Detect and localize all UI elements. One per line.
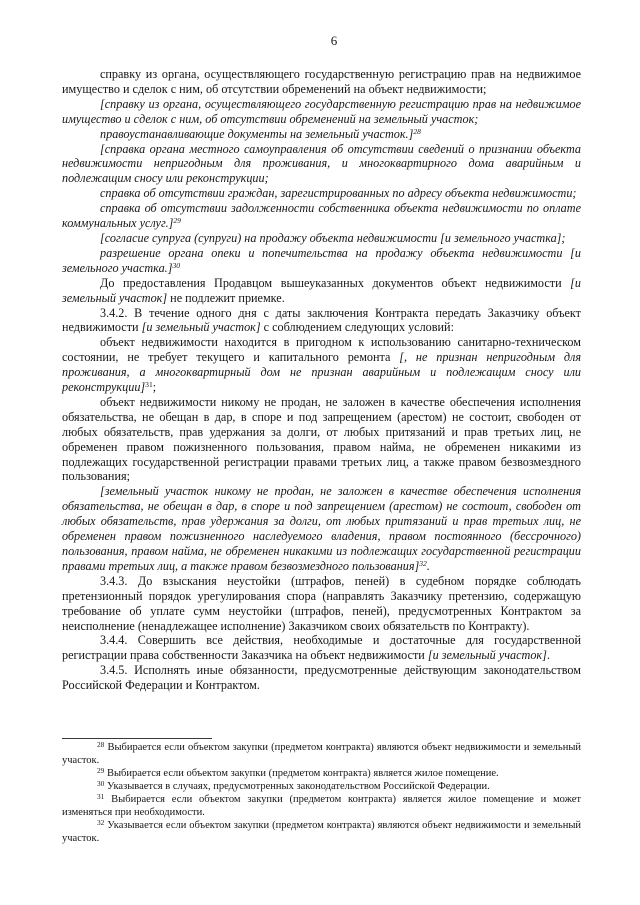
- paragraph-text: До предоставления Продавцом вышеуказанных документов объект недвижимости: [100, 275, 571, 290]
- paragraph-text: объект недвижимости находится в пригодном к использованию санитарно-техническом состоянии, не требует текущего и капитального ремонта: [62, 335, 581, 365]
- paragraph-text: 3.4.4. Совершить все действия, необходимые и достаточные для государственной регистрации права собственности Заказчика на объект недвижимости: [62, 633, 581, 663]
- footnote-number: 29: [97, 765, 105, 775]
- footnote-ref: 29: [173, 216, 181, 226]
- optional-item-utility-debt-certificate: [62, 201, 581, 231]
- footnote-ref: 30: [172, 261, 180, 270]
- footnote-30: [62, 780, 581, 793]
- footnote-separator: [62, 738, 212, 739]
- paragraph-text: ;: [152, 380, 157, 395]
- optional-text: справка об отсутствии граждан, зарегистрированных по адресу объекта недвижимости;: [100, 186, 577, 201]
- page-number: 6: [330, 33, 338, 48]
- condition-property-unencumbered: [62, 395, 581, 484]
- condition-sanitary-state: [62, 335, 581, 395]
- paragraph-text: .: [546, 648, 550, 663]
- footnote-number: 32: [97, 817, 105, 827]
- optional-item-local-authority-certificate: [62, 142, 581, 187]
- document-body: [62, 67, 581, 693]
- footnote-32: [62, 819, 581, 845]
- footnote-number: 31: [97, 791, 105, 801]
- optional-text: [, не признан непригодным для проживания, а многоквартирный дом не признан аварийным и подлежащим сносу или реконструкции]: [62, 350, 582, 395]
- paragraph-text: не подлежит приемке.: [167, 290, 285, 305]
- footnote-29: [62, 767, 581, 780]
- condition-land-unencumbered: [62, 484, 581, 573]
- paragraph-text: объект недвижимости никому не продан, не заложен в качестве обеспечения исполнения обязательства, не обещан в дар, в споре и под запрещением (арестом) не состоит, свободен от любых обязательств, прав удержания за долги, от любых притязаний и прав третьих лиц, не обременен правом пожизненного пользования, правом найма, не обременен никакими из подлежащих государственной регистрации правами третьих лиц, а также правом безвозмездного пользования;: [62, 394, 581, 484]
- paragraph-text: справку из органа, осуществляющего государственную регистрацию прав на недвижимое имущество и сделок с ним, об отсутствии обременений на объект недвижимости;: [62, 67, 581, 96]
- footnote-number: 28: [97, 739, 105, 749]
- footnote-text: Выбирается если объектом закупки (предметом контракта) является жилое помещение.: [106, 768, 499, 779]
- footnotes: [62, 741, 581, 845]
- clause-3-4-4: [62, 633, 581, 663]
- footnote-text: Указывается в случаях, предусмотренных законодательством Российской Федерации.: [106, 781, 490, 792]
- optional-item-guardianship-permission: [62, 246, 581, 276]
- footnote-31: [62, 793, 581, 819]
- footnote-ref: 31: [145, 380, 153, 390]
- optional-text: [справку из органа, осуществляющего государственную регистрацию прав на недвижимое имущество и сделок с ним, об отсутствии обременений на земельный участок;: [62, 96, 581, 126]
- paragraph-text: 3.4.5. Исполнять иные обязанности, предусмотренные действующим законодательством Российской Федерации и Контрактом.: [62, 663, 581, 693]
- item-registration-certificate: [62, 67, 581, 97]
- optional-text: справка об отсутствии задолженности собственника объекта недвижимости по оплате коммунальных услуг.]: [62, 201, 581, 231]
- optional-item-spouse-consent: [62, 231, 581, 246]
- paragraph-text: 3.4.3. До взыскания неустойки (штрафов, пеней) в судебном порядке соблюдать претензионный порядок урегулирования спора (направлять Заказчику претензию, содержащую требование об уплате сумм неустойки (штрафов, пеней), предусмотренных Контрактом за неисполнение (ненадлежащее исполнение) Заказчиком своих обязательств по Контракту).: [62, 573, 581, 633]
- optional-text: [и земельный участок]: [141, 320, 261, 335]
- optional-text: правоустанавливающие документы на земельный участок.]: [100, 126, 414, 141]
- footnote-ref: 32: [419, 559, 427, 569]
- optional-item-residents-certificate: [62, 186, 581, 201]
- footnote-text: Выбирается если объектом закупки (предметом контракта) являются объект недвижимости и земельный участок.: [62, 742, 582, 766]
- optional-text: [земельный участок никому не продан, не заложен в качестве обеспечения исполнения обязательства, не обещан в дар, в споре и под запрещением (арестом) не состоит, свободен от любых обязательств, прав удержания за долги, от любых притязаний и прав третьих лиц, не обременен правом пожизненного наследуемого владения, правом постоянного (бессрочного) пользования, правом найма, не обременен никакими из подлежащих государственной регистрации правами третьих лиц, а также правом безвозмездного пользования]: [62, 484, 581, 573]
- footnote-text: Выбирается если объектом закупки (предметом контракта) является жилое помещение и может изменяться при необходимости.: [62, 794, 582, 818]
- footnote-ref: 28: [413, 126, 421, 136]
- paragraph-acceptance-condition: [62, 276, 581, 306]
- paragraph-text: с соблюдением следующих условий:: [260, 320, 454, 335]
- footnote-number: 30: [97, 778, 105, 788]
- optional-text: [согласие супруга (супруги) на продажу объекта недвижимости [и земельного участка];: [100, 230, 566, 245]
- optional-text: [справка органа местного самоуправления об отсутствии сведений о признании объекта недвижимости непригодным для проживания, и многоквартирного дома аварийным и подлежащим сносу или реконструкции;: [62, 141, 581, 186]
- clause-3-4-2: [62, 306, 581, 336]
- footnote-28: [62, 741, 581, 767]
- optional-item-land-registration-certificate: [62, 97, 581, 127]
- paragraph-text: 3.4.2. В течение одного дня с даты заключения Контракта передать Заказчику объект недвижимости: [62, 305, 581, 335]
- clause-3-4-5: [62, 663, 581, 693]
- paragraph-text: .: [426, 558, 430, 573]
- optional-text: [и земельный участок]: [427, 648, 547, 663]
- optional-text: разрешение органа опеки и попечительства на продажу объекта недвижимости [и земельного участка.]: [62, 245, 581, 275]
- optional-text: [и земельный участок]: [62, 275, 581, 305]
- clause-3-4-3: [62, 574, 581, 634]
- optional-item-land-title-documents: [62, 127, 581, 142]
- footnote-text: Указывается если объектом закупки (предметом контракта) являются объект недвижимости и земельный участок.: [62, 820, 581, 844]
